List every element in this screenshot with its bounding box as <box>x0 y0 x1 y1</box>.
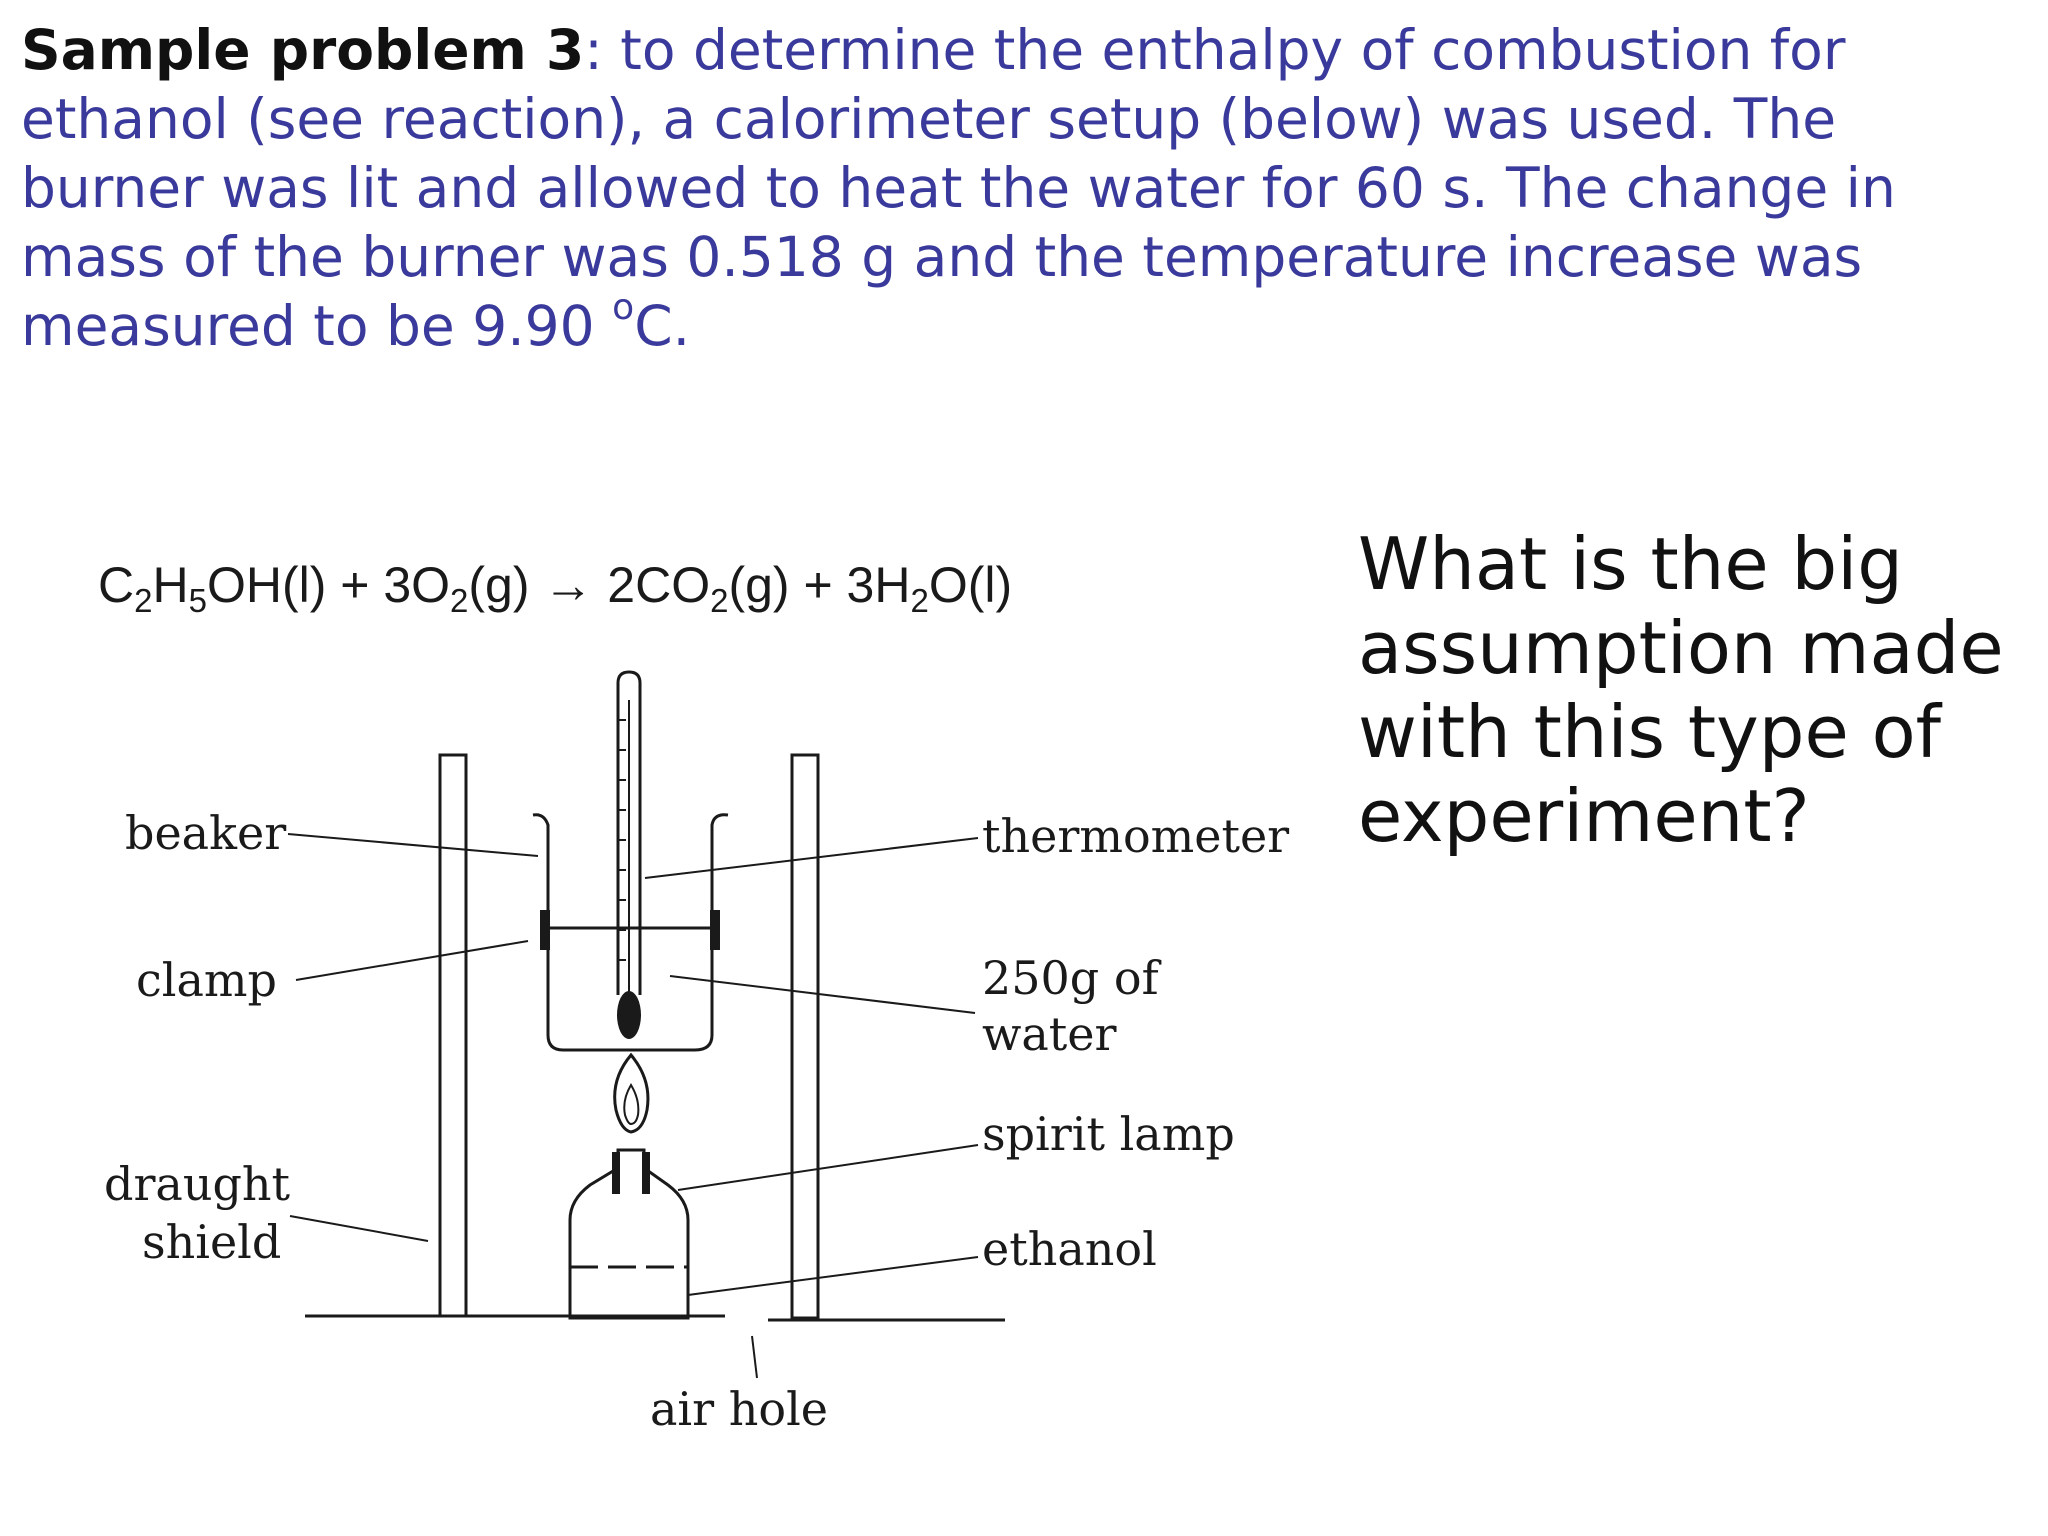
beaker-leader <box>288 834 538 856</box>
flame <box>615 1055 648 1132</box>
degree-mark: o <box>612 287 635 328</box>
label-water-amount: 250g of <box>982 951 1159 1005</box>
combustion-equation: $C_2H_5OH(l) + 3O_2(g) \to 2CO_2(g) + 3H_2O(l)$ <box>98 557 1013 619</box>
lamp-wick-right <box>642 1152 650 1194</box>
label-shield: shield <box>142 1215 282 1269</box>
draught-shield-left <box>440 755 466 1316</box>
label-beaker: beaker <box>125 806 287 860</box>
lamp-wick <box>612 1152 620 1194</box>
clamp-pad-right <box>710 910 720 950</box>
label-water: water <box>982 1007 1117 1061</box>
spirit-lamp-leader <box>678 1145 978 1190</box>
label-spirit-lamp: spirit lamp <box>982 1107 1235 1161</box>
ethanol-leader <box>688 1257 978 1295</box>
question-text: What is the big assumption made with this type of experiment? <box>1358 522 2004 858</box>
problem-text: : to determine the enthalpy of combustion for ethanol (see reaction), a calorimeter setup (below) was used. The burner was lit and allowed to heat the water for 60 s. The change in mass of the burner was 0.518 g and the temperature increase was measured to be 9.90 <box>21 18 1896 358</box>
draught-shield-right <box>792 755 818 1318</box>
air-hole-leader <box>752 1336 757 1378</box>
label-clamp: clamp <box>136 953 277 1007</box>
clamp-leader <box>296 941 528 980</box>
water-leader <box>670 976 975 1013</box>
label-ethanol: ethanol <box>982 1222 1157 1276</box>
label-thermometer: thermometer <box>982 809 1290 863</box>
label-draught: draught <box>104 1157 291 1211</box>
spirit-lamp <box>570 1150 688 1318</box>
flame-inner <box>624 1085 638 1124</box>
temperature-unit: C. <box>634 294 691 358</box>
thermometer-leader <box>645 838 978 878</box>
thermometer-bulb <box>617 991 641 1039</box>
draught-shield-leader <box>290 1216 428 1241</box>
label-air-hole: air hole <box>650 1382 829 1436</box>
clamp-pad-left <box>540 910 550 950</box>
problem-title: Sample problem 3 <box>21 18 585 82</box>
